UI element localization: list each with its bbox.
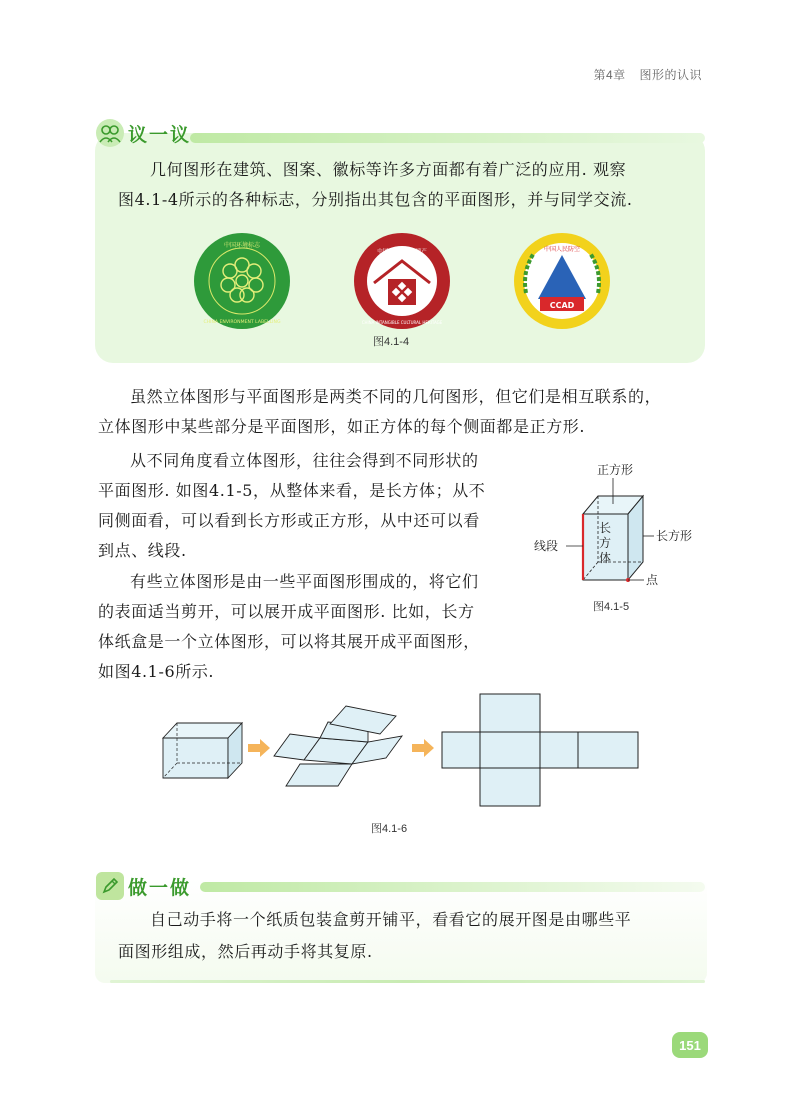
environment-label-emblem [192,231,292,331]
discuss-title: 议一议 [128,123,192,146]
do-tag-bar [200,882,705,892]
emblem1-top-text: 中国环境标志 [223,242,261,249]
civil-air-defence-emblem [512,231,612,331]
running-header [583,66,702,83]
body-p3-line1: 有些立体图形是由一些平面图形围成的，将它们 [130,572,479,591]
body-p3-line3: 体纸盒是一个立体图形，可以将其展开成平面图形， [98,632,480,651]
body-p2-line4: 到点、线段. [98,541,187,560]
do-title: 做一做 [128,876,192,899]
closed-box [163,723,242,778]
body-p1-line1: 虽然立体图形与平面图形是两类不同的几何图形，但它们是相互联系的， [130,387,662,406]
do-bottom-rule [110,980,705,983]
chapter-number: 第4章 [593,68,626,82]
discuss-people-icon [96,119,124,147]
figure-4-1-6-caption: 图4.1-6 [371,823,408,835]
label-cuboid-3: 体 [599,551,612,565]
label-segment: 线段 [534,539,559,553]
body-p1-line2: 立体图形中某些部分是平面图形，如正方体的每个侧面都是正方形. [98,417,586,436]
do-tag [96,871,191,901]
label-rectangle: 长方形 [656,529,693,543]
emblem2-top-text: 中国非物质文化遗产 [377,249,427,255]
emblem2-ring-text: CHINA INTANGIBLE CULTURAL HERITAGE [361,320,443,325]
label-cuboid-1: 长 [599,521,612,535]
intangible-heritage-emblem [352,231,452,331]
box-net [442,694,638,806]
label-cuboid-2: 方 [599,536,612,550]
discuss-text-line1: 几何图形在建筑、图案、徽标等许多方面都有着广泛的应用. 观察 [150,160,627,179]
body-p3-line4: 如图4.1-6所示. [98,662,215,681]
emblem1-ring-text: CHINA ENVIRONMENT LABELLING [203,320,281,325]
figure-4-1-4-caption: 图4.1-4 [373,336,410,348]
do-text-line1: 自己动手将一个纸质包装盒剪开铺平，看看它的展开图是由哪些平 [150,910,632,929]
body-p2-line3: 同侧面看，可以看到长方形或正方形，从中还可以看 [98,511,480,530]
figure-4-1-5-caption: 图4.1-5 [593,601,630,613]
partly-unfolded-box [274,706,402,786]
arrow-right-icon [248,739,270,757]
body-p3-line2: 的表面适当剪开，可以展开成平面图形. 比如，长方 [98,602,475,621]
discuss-tag [96,118,191,148]
arrow-right-icon-2 [412,739,434,757]
discuss-text-line2: 图4.1-4所示的各种标志，分别指出其包含的平面图形，并与同学交流. [118,190,633,209]
discuss-tag-bar [190,133,705,143]
emblem3-center-text: CCAD [549,301,575,310]
pencil-icon [96,872,124,900]
label-point: 点 [646,573,659,587]
label-square: 正方形 [597,463,634,477]
page-number: 151 [672,1032,708,1058]
body-p2-line1: 从不同角度看立体图形，往往会得到不同形状的 [130,451,479,470]
body-p2-line2: 平面图形. 如图4.1-5，从整体来看，是长方体；从不 [98,481,486,500]
figure-4-1-6-unfolding [150,690,650,810]
do-text-line2: 面图形组成，然后再动手将其复原. [118,942,373,961]
emblem3-top-text: 中国人民防空 [543,246,581,253]
chapter-title: 图形的认识 [639,68,702,82]
